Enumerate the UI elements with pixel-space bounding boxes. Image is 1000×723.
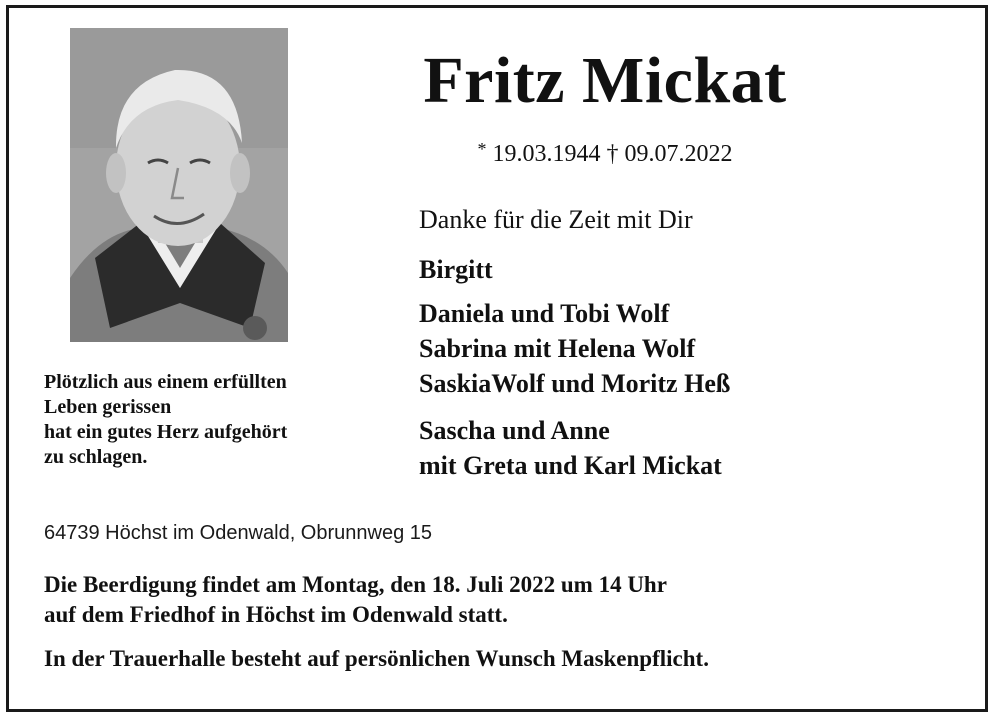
mask-note: In der Trauerhalle besteht auf persönlichen Wunsch Maskenpflicht. <box>44 646 709 671</box>
death-symbol: † <box>606 141 619 167</box>
quote-line: zu schlagen. <box>44 446 148 468</box>
family-line: Birgitt <box>419 255 493 284</box>
family-line: Daniela und Tobi Wolf <box>419 299 670 328</box>
family-group-1 <box>419 252 493 287</box>
memorial-quote <box>44 370 287 470</box>
funeral-details <box>44 570 667 630</box>
family-group-2 <box>419 296 730 401</box>
funeral-line: auf dem Friedhof in Höchst im Odenwald statt. <box>44 602 508 627</box>
deceased-name: Fritz Mickat <box>423 44 787 117</box>
family-line: SaskiaWolf und Moritz Heß <box>419 369 731 398</box>
thanks-line: Danke für die Zeit mit Dir <box>419 205 693 234</box>
birth-symbol: * <box>477 139 487 159</box>
death-date: 09.07.2022 <box>624 141 733 167</box>
family-line: Sascha und Anne <box>419 416 610 445</box>
family-line: Sabrina mit Helena Wolf <box>419 334 696 363</box>
family-group-3 <box>419 413 722 483</box>
quote-line: hat ein gutes Herz aufgehört <box>44 421 288 443</box>
life-dates <box>400 140 810 166</box>
quote-line: Leben gerissen <box>44 396 172 418</box>
quote-line: Plötzlich aus einem erfüllten <box>44 371 287 393</box>
family-line: mit Greta und Karl Mickat <box>419 451 722 480</box>
funeral-line: Die Beerdigung findet am Montag, den 18. Juli 2022 um 14 Uhr <box>44 572 667 597</box>
portrait-photo <box>70 28 288 342</box>
birth-date: 19.03.1944 <box>492 141 601 167</box>
family-address: 64739 Höchst im Odenwald, Obrunnweg 15 <box>44 522 433 544</box>
